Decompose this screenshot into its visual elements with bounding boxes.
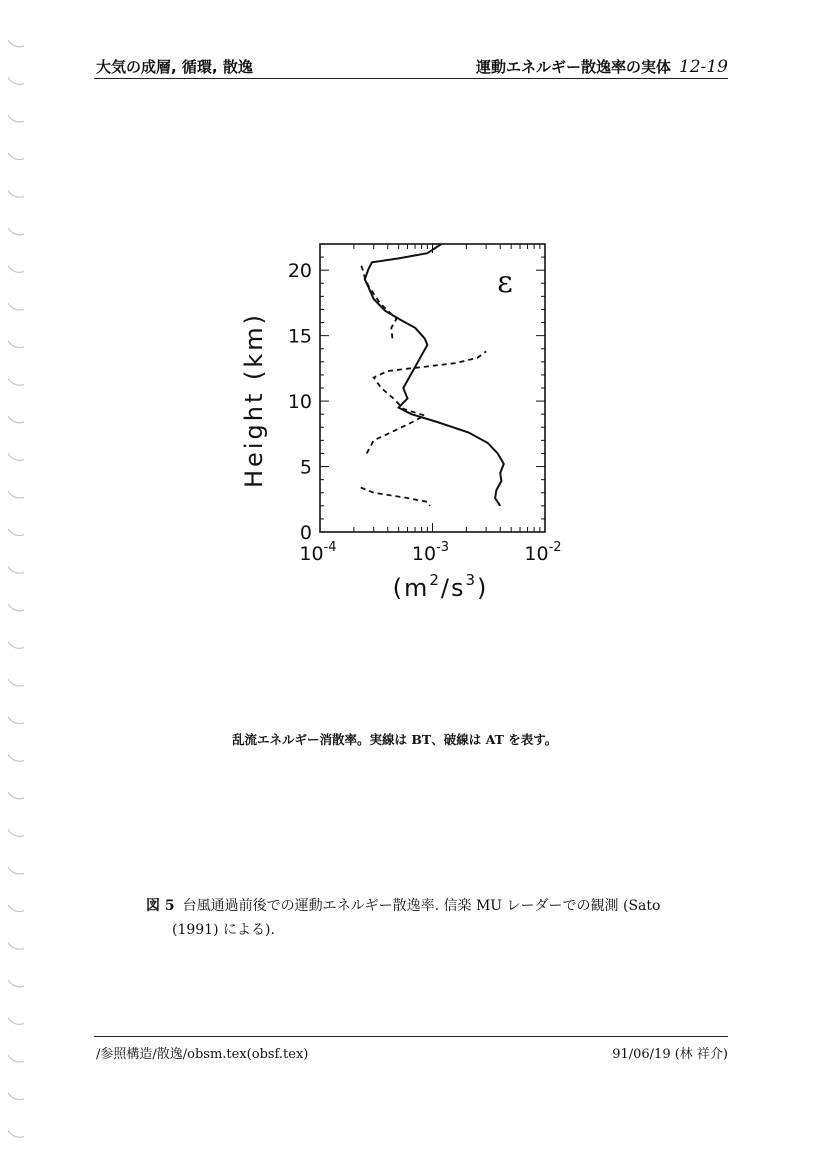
footer-date-author: 91/06/19 (林 祥介) [612, 1047, 728, 1062]
epsilon-annotation: ε [497, 265, 513, 300]
x-tick-label: $10^{-3}$ [411, 540, 450, 565]
y-tick-label: 5 [299, 456, 312, 479]
figure-caption [146, 894, 706, 942]
footer-file-path: /参照構造/散逸/obsm.tex(obsf.tex) [96, 1047, 309, 1062]
header-section-title: 大気の成層, 循環, 散逸 [96, 58, 253, 76]
series-line-at [361, 488, 430, 506]
x-axis-label: $(m^2/s^3)$ [392, 571, 489, 602]
series-line-bt [365, 244, 504, 506]
figure-note: 乱流エネルギー消散率。実線は BT、破線は AT を表す。 [232, 732, 558, 747]
y-tick-label: 20 [287, 260, 312, 283]
page-footer [94, 1036, 728, 1061]
page-number: 12-19 [678, 57, 728, 77]
x-tick-label: $10^{-4}$ [299, 540, 337, 565]
header-topic-text: 運動エネルギー散逸率の実体 [475, 58, 671, 76]
y-axis-label: Height (km) [240, 312, 268, 488]
x-tick-label: $10^{-2}$ [524, 540, 562, 565]
series-line-at [367, 351, 487, 453]
caption-line-2: (1991) による). [172, 922, 275, 938]
caption-line-1: 台風通過前後での運動エネルギー散逸率. 信楽 MU レーダーでの観測 (Sato [182, 898, 661, 914]
y-tick-label: 0 [299, 522, 312, 544]
y-tick-label: 15 [287, 325, 312, 348]
y-tick-label: 10 [287, 391, 312, 414]
figure-label: 図 5 [146, 898, 175, 914]
